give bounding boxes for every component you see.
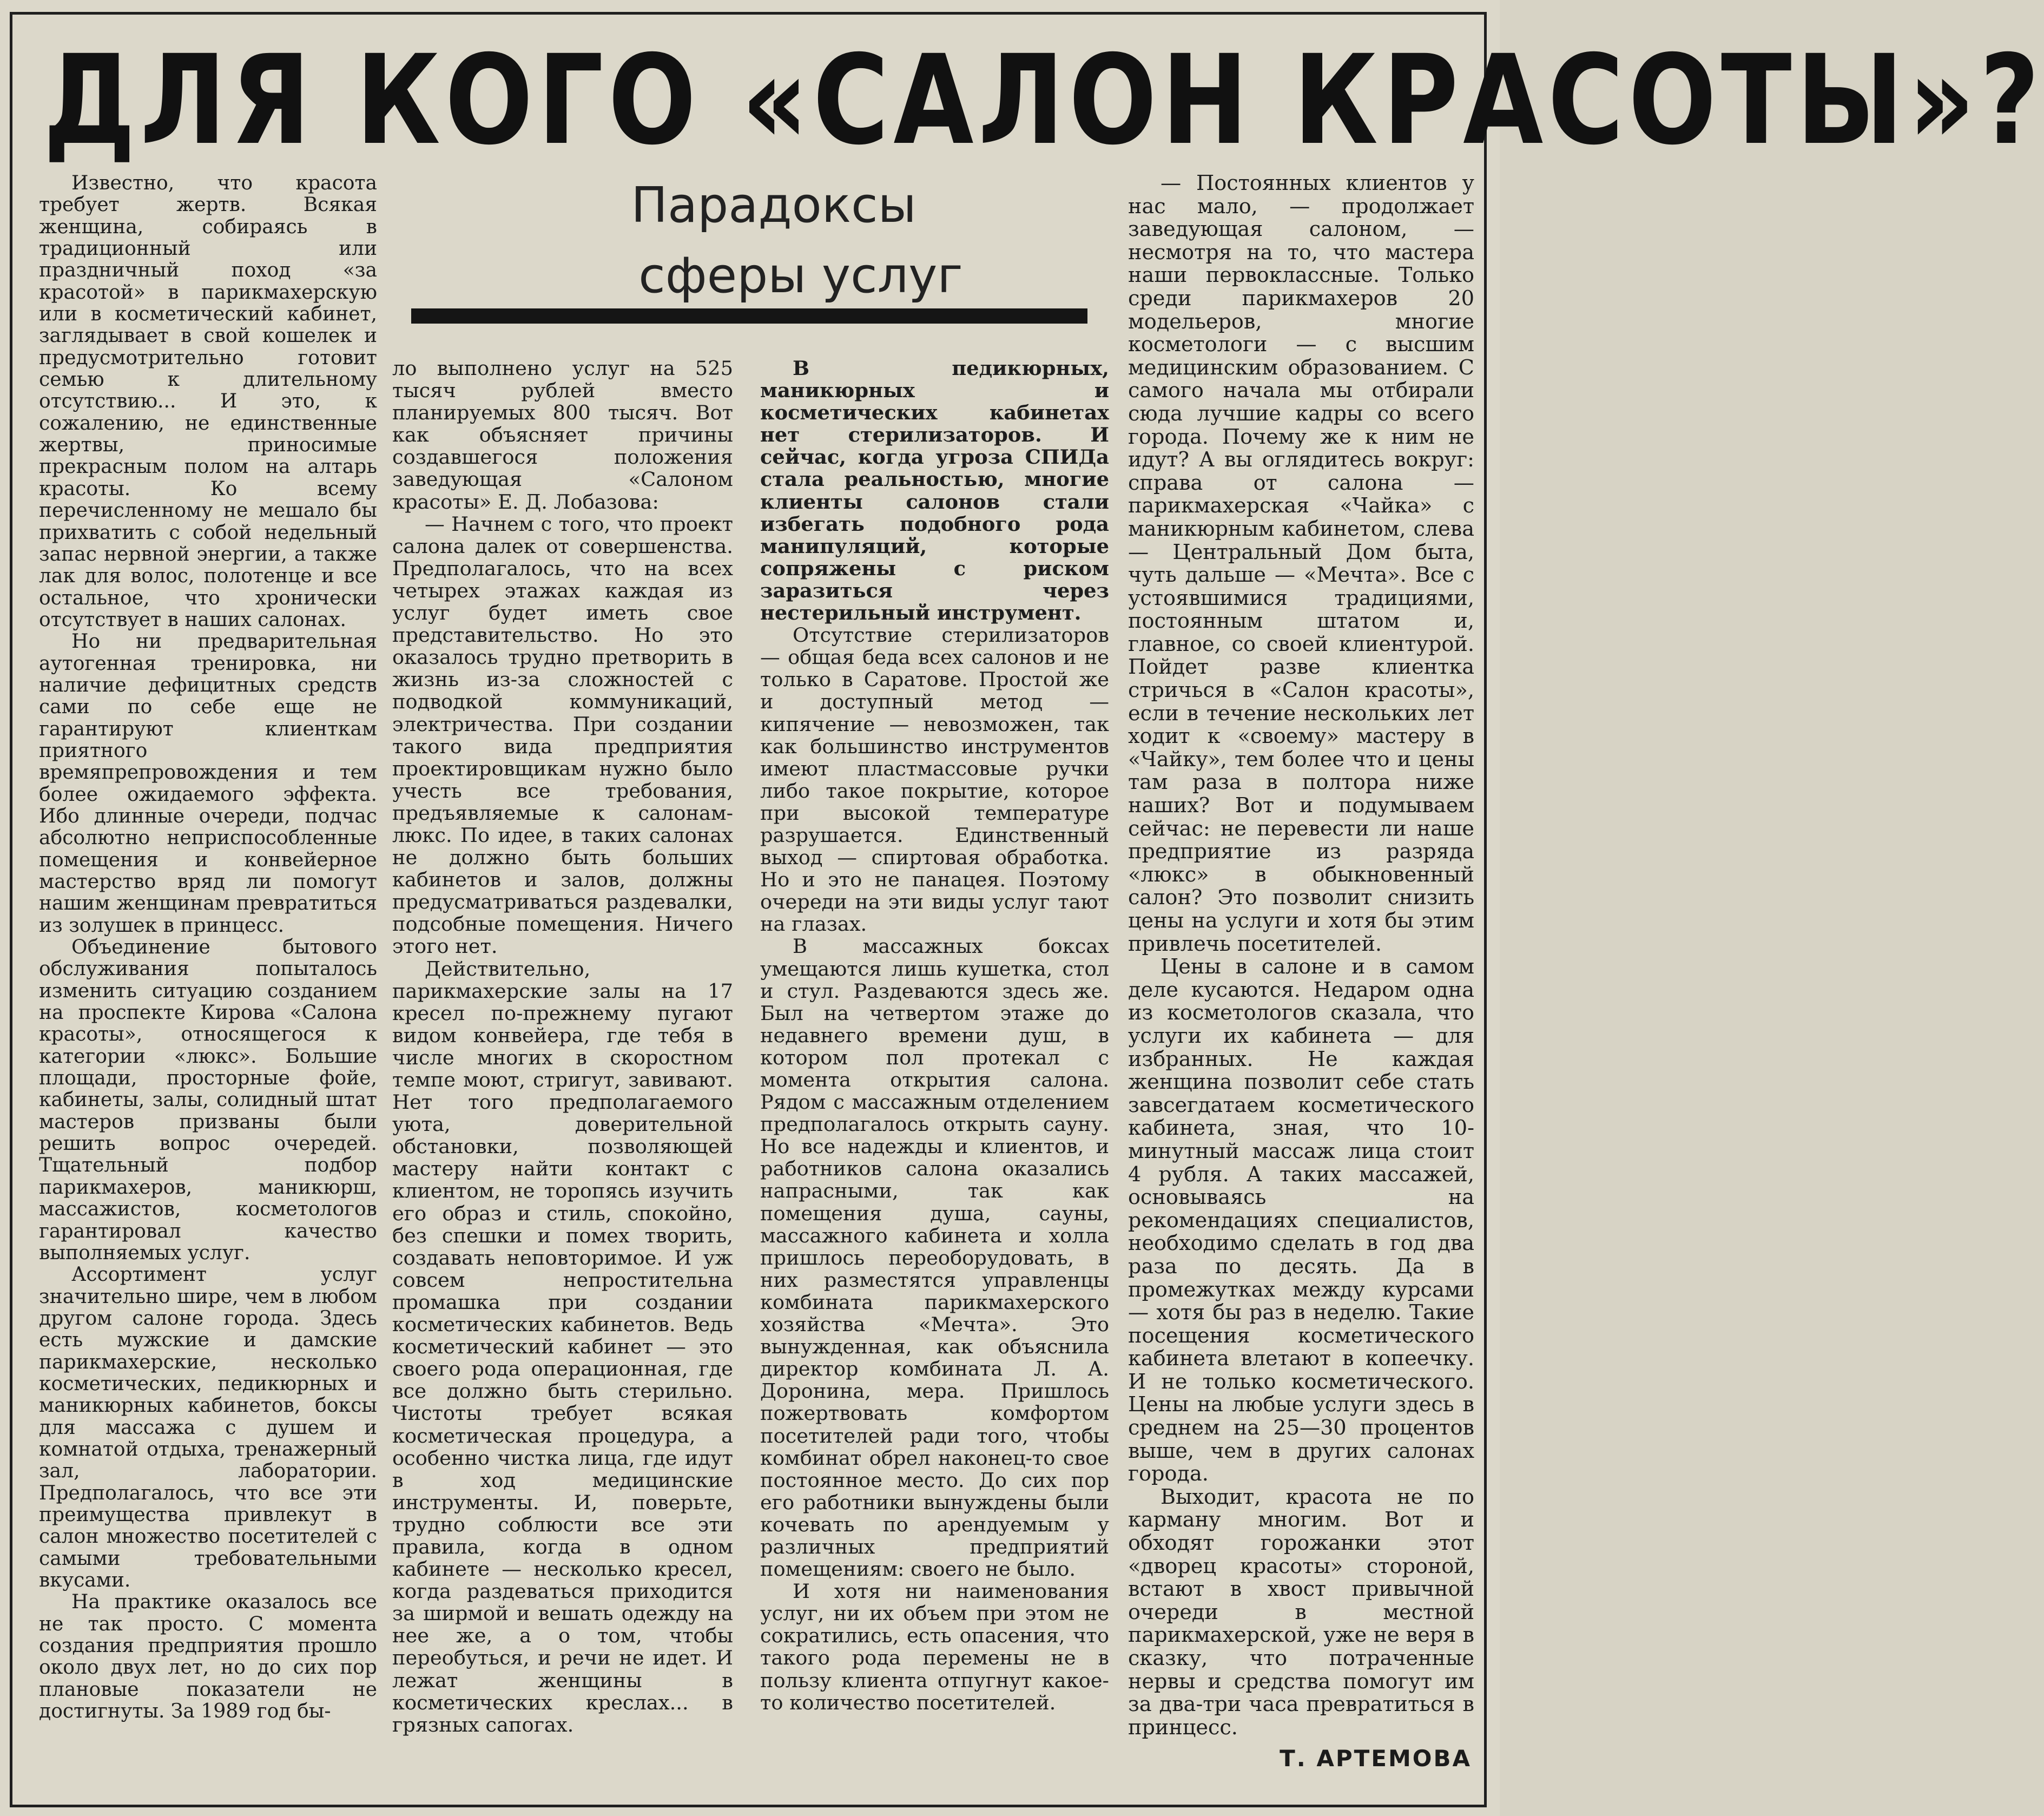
article-column-3 (760, 357, 1109, 1714)
paragraph: В массажных боксах умещаются лишь кушетка, стол и стул. Раздеваются здесь же. Был на четвертом этаже до недавнего времени душ, в котором пол протекал с момента открытия салона. Рядом с массажным отделением предполагалось открыть сауну. Но все надежды и клиентов, и работников салона оказались напрасными, так как помещения душа, сауны, массажного кабинета и холла пришлось переоборудовать, в них разместятся управленцы комбината парикмахерского хозяйства «Мечта». Это вынужденная, как объяснила директор комбината Л. А. Доронина, мера. Пришлось пожертвовать комфортом посетителей ради того, чтобы комбинат обрел наконец-то свое постоянное место. До сих пор его работники вынуждены были кочевать по арендуемым у различных предприятий помещениям: своего не было. (760, 935, 1109, 1581)
subheadline-rule (411, 308, 1087, 324)
author-signature: Т. АРТЕМОВА (1280, 1745, 1472, 1772)
subheadline-line-2: сферы услуг (638, 247, 963, 304)
article-column-4 (1128, 172, 1474, 1739)
paragraph: Отсутствие стерилизаторов — общая беда всех салонов и не только в Саратове. Простой же и доступный метод — кипячение — невозможен, так как большинство инструментов имеют пластмассовые ручки либо такое покрытие, которое при высокой температуре разрушается. Единственный выход — спиртовая обработка. Но и это не панацея. Поэтому очереди на эти виды услуг тают на глазах. (760, 623, 1109, 936)
paragraph: Цены в салоне и в самом деле кусаются. Недаром одна из косметологов сказала, что услуги их кабинета — для избранных. Не каждая женщина позволит себе стать завсегдатаем косметического кабинета, зная, что 10-минутный массаж лица стоит 4 рубля. А таких массажей, основываясь на рекомендациях специалистов, необходимо сделать в год два раза по десять. Да в промежутках между курсами — хотя бы раз в неделю. Такие посещения косметического кабинета влетают в копеечку. И не только косметического. Цены на любые услуги здесь в среднем на 25—30 процентов выше, чем в других салонах города. (1128, 955, 1474, 1486)
paragraph: Ассортимент услуг значительно шире, чем в любом другом салоне города. Здесь есть мужские и дамские парикмахерские, несколько косметических, педикюрных и маникюрных кабинетов, боксы для массажа с душем и комнатой отдыха, тренажерный зал, лаборатории. Предполагалось, что все эти преимущества привлекут в салон множество посетителей с самыми требовательными вкусами. (39, 1263, 377, 1591)
paragraph: Действительно, парикмахерские залы на 17 кресел по-прежнему пугают видом конвейера, где тебя в числе многих в скоростном темпе моют, стригут, завивают. Нет того предполагаемого уюта, доверительной обстановки, позволяющей мастеру найти контакт с клиентом, не торопясь изучить его образ и стиль, спокойно, без спешки и помех творить, создавать неповторимое. И уж совсем непростительна промашка при создании косметических кабинетов. Ведь косметический кабинет — это своего рода операционная, где все должно быть стерильно. Чистоты требует всякая косметическая процедура, а особенно чистка лица, где идут в ход медицинские инструменты. И, поверьте, трудно соблюсти все эти правила, когда в одном кабинете — несколько кресел, когда раздеваться приходится за ширмой и вешать одежду на нее же, а о том, чтобы переобуться, и речи не идет. И лежат женщины в косметических креслах... в грязных сапогах. (392, 957, 733, 1736)
paragraph: Объединение бытового обслуживания попыталось изменить ситуацию созданием на проспекте Кирова «Салона красоты», относящегося к категории «люкс». Большие площади, просторные фойе, кабинеты, залы, солидный штат мастеров призваны были решить вопрос очередей. Тщательный подбор парикмахеров, маникюрш, массажистов, косметологов гарантировал качество выполняемых услуг. (39, 936, 377, 1264)
paragraph: — Начнем с того, что проект салона далек от совершенства. Предполагалось, что на всех четырех этажах каждая из услуг будет иметь свое представительство. Но это оказалось трудно претворить в жизнь из-за сложностей с подводкой коммуникаций, электричества. При создании такого вида предприятия проектировщикам нужно было учесть все требования, предъявляемые к салонам-люкс. По идее, в таких салонах не должно быть больших кабинетов и залов, должны предусматриваться раздевалки, подсобные помещения. Ничего этого нет. (392, 512, 733, 958)
subheadline-line-1: Парадоксы (631, 177, 916, 234)
paragraph: Известно, что красота требует жертв. Всякая женщина, собираясь в традиционный или праздничный поход «за красотой» в парикмахерскую или в косметический кабинет, заглядывает в свой кошелек и предусмотрительно готовит семью к длительному отсутствию... И это, к сожалению, не единственные жертвы, приносимые прекрасным полом на алтарь красоты. Ко всему перечисленному не мешало бы прихватить с собой недельный запас нервной энергии, а также лак для волос, полотенце и все остальное, что хронически отсутствует в наших салонах. (39, 172, 377, 631)
article-column-1 (39, 172, 377, 1722)
paragraph: ло выполнено услуг на 525 тысяч рублей вместо планируемых 800 тысяч. Вот как объясняет причины создавшегося положения заведующая «Салоном красоты» Е. Д. Лобазова: (392, 357, 733, 514)
paragraph: И хотя ни наименования услуг, ни их объем при этом не сократились, есть опасения, что такого рода перемены не в пользу клиента отпугнут какое-то количество посетителей. (760, 1580, 1109, 1714)
headline: ДЛЯ КОГО «САЛОН КРАСОТЫ»? (43, 28, 2044, 172)
paragraph: На практике оказалось все не так просто. С момента создания предприятия прошло около двух лет, но до сих пор плановые показатели не достигнуты. За 1989 год бы- (39, 1590, 377, 1723)
paragraph: Но ни предварительная аутогенная тренировка, ни наличие дефицитных средств сами по себе еще не гарантируют клиенткам приятного времяпрепровождения и тем более ожидаемого эффекта. Ибо длинные очереди, подчас абсолютно неприспособленные помещения и конвейерное мастерство вряд ли помогут нашим женщинам превратиться из золушек в принцесс. (39, 630, 377, 937)
paragraph: — Постоянных клиентов у нас мало, — продолжает заведующая салоном, — несмотря на то, что мастера наши первоклассные. Только среди парикмахеров 20 модельеров, многие косметологи — с высшим медицинским образованием. С самого начала мы отбирали сюда лучшие кадры со всего города. Почему же к ним не идут? А вы оглядитесь вокруг: справа от салона — парикмахерская «Чайка» с маникюрным кабинетом, слева — Центральный Дом быта, чуть дальше — «Мечта». Все с устоявшимися традициями, постоянным штатом и, главное, со своей клиентурой. Пойдет разве клиентка стричься в «Салон красоты», если в течение нескольких лет ходит к «своему» мастеру в «Чайку», тем более что и цены там раза в полтора ниже наших? Вот и подумываем сейчас: не перевести ли наше предприятие из разряда «люкс» в обыкновенный салон? Это позволит снизить цены на услуги и хотя бы этим привлечь посетителей. (1128, 172, 1474, 956)
article-column-2 (392, 357, 733, 1736)
paragraph: Выходит, красота не по карману многим. Вот и обходят горожанки этот «дворец красоты» стороной, встают в хвост привычной очереди в местной парикмахерской, уже не веря в сказку, что потраченные нервы и средства помогут им за два-три часа превратиться в принцесс. (1128, 1485, 1474, 1740)
paragraph: В педикюрных, маникюрных и косметических кабинетах нет стерилизаторов. И сейчас, когда угроза СПИДа стала реальностью, многие клиенты салонов стали избегать подобного рода манипуляций, которые сопряжены с риском заразиться через нестерильный инструмент. (760, 356, 1109, 625)
